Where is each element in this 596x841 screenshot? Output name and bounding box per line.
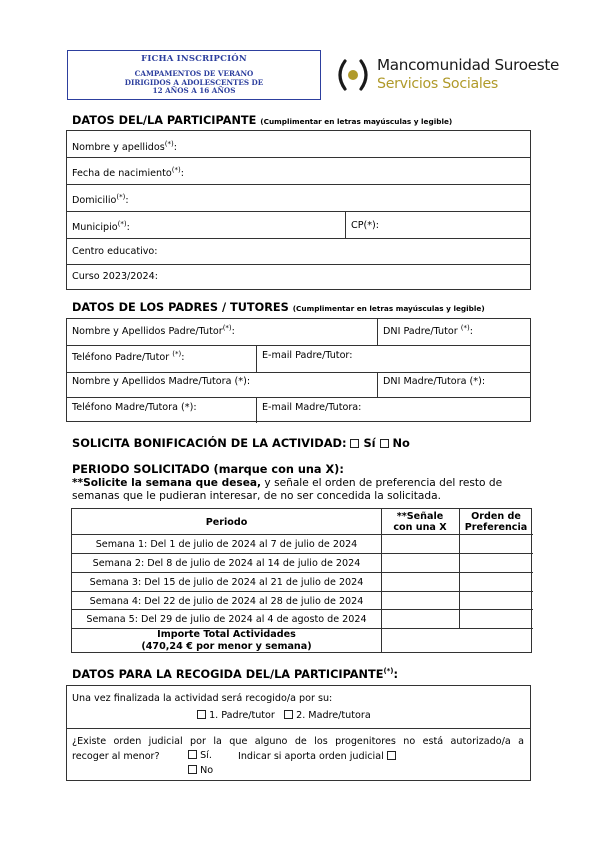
court-order-no-checkbox[interactable] [188, 765, 197, 774]
period-instructions: **Solicite la semana que desea, y señale el orden de preferencia del resto de semanas que le pudieran interesar, de no ser concedida la solicitada. [72, 477, 503, 502]
address-field[interactable]: Domicilio(*): [72, 193, 129, 207]
week-4-order-cell[interactable] [460, 592, 532, 609]
week-1-label: Semana 1: Del 1 de julio de 2024 al 7 de julio de 2024 [95, 539, 358, 550]
name-field[interactable]: Nombre y apellidos(*): [72, 140, 177, 154]
org-logo [333, 52, 560, 98]
period-column-header: Periodo [205, 517, 248, 528]
week-3-order-cell[interactable] [460, 573, 532, 591]
pickup-instruction: Una vez finalizada la actividad será recogido/a por su: [72, 693, 333, 704]
week-4-label: Semana 4: Del 22 de julio de 2024 al 28 de julio de 2024 [89, 596, 364, 607]
course-field[interactable]: Curso 2023/2024: [72, 271, 158, 282]
week-1-mark-cell[interactable] [382, 535, 458, 553]
week-3-mark-cell[interactable] [382, 573, 458, 591]
pickup-father-checkbox[interactable] [197, 710, 206, 719]
bonus-request: SOLICITA BONIFICACIÓN DE LA ACTIVIDAD: Sí No [72, 436, 410, 450]
mother-phone-field[interactable]: Teléfono Madre/Tutora (*): [72, 402, 197, 413]
week-2-order-cell[interactable] [460, 554, 532, 572]
bonus-yes-checkbox[interactable] [350, 439, 359, 448]
week-5-order-cell[interactable] [460, 610, 532, 628]
week-2-mark-cell[interactable] [382, 554, 458, 572]
court-order-question-2: recoger al menor? [72, 751, 160, 762]
father-phone-field[interactable]: Teléfono Padre/Tutor (*): [72, 350, 185, 364]
form-subtitle: CAMPAMENTOS DE VERANO DIRIGIDOS A ADOLESCENTES DE 12 AÑOS A 16 AÑOS [124, 69, 264, 95]
week-3-label: Semana 3: Del 15 de julio de 2024 al 21 de julio de 2024 [89, 577, 364, 588]
week-4-mark-cell[interactable] [382, 592, 458, 609]
period-table [71, 508, 532, 653]
parents-table [66, 318, 531, 422]
total-amount-cell[interactable] [382, 629, 532, 653]
school-field[interactable]: Centro educativo: [72, 246, 158, 257]
court-order-yes: Sí. [188, 750, 212, 761]
court-order-question: ¿Existe orden judicial por la que alguno de los progenitores no está autorizado/a a [72, 736, 524, 747]
total-amount-label: Importe Total Actividades (470,24 € por menor y semana) [141, 629, 312, 652]
birthdate-field[interactable]: Fecha de nacimiento(*): [72, 166, 184, 180]
form-title-box [67, 50, 321, 100]
form-title: FICHA INSCRIPCIÓN [141, 54, 247, 64]
parents-heading: DATOS DE LOS PADRES / TUTORES (Cumplimentar en letras mayúsculas y legible) [72, 301, 485, 314]
municipality-field[interactable]: Municipio(*): [72, 220, 130, 234]
week-1-order-cell[interactable] [460, 535, 532, 553]
mark-column-header: **Señale con una X [393, 511, 447, 533]
court-order-attach: Indicar si aporta orden judicial [238, 751, 396, 762]
pickup-table [66, 685, 531, 781]
pickup-heading: DATOS PARA LA RECOGIDA DEL/LA PARTICIPANTE(*): [72, 667, 399, 681]
father-name-field[interactable]: Nombre y Apellidos Padre/Tutor(*): [72, 324, 235, 338]
father-dni-field[interactable]: DNI Padre/Tutor (*): [383, 324, 473, 338]
org-department: Servicios Sociales [377, 76, 499, 92]
period-heading: PERIODO SOLICITADO (marque con una X): [72, 463, 344, 476]
participant-table [66, 130, 531, 290]
bonus-no-checkbox[interactable] [380, 439, 389, 448]
week-5-mark-cell[interactable] [382, 610, 458, 628]
mother-name-field[interactable]: Nombre y Apellidos Madre/Tutora (*): [72, 376, 251, 387]
postal-code-field[interactable]: CP(*): [351, 220, 379, 231]
mother-email-field[interactable]: E-mail Madre/Tutora: [262, 402, 362, 413]
pickup-mother-checkbox[interactable] [284, 710, 293, 719]
order-column-header: Orden de Preferencia [464, 511, 528, 533]
mother-dni-field[interactable]: DNI Madre/Tutora (*): [383, 376, 486, 387]
pickup-options: 1. Padre/tutor 2. Madre/tutora [197, 710, 371, 721]
week-2-label: Semana 2: Del 8 de julio de 2024 al 14 de julio de 2024 [92, 558, 361, 569]
court-order-yes-checkbox[interactable] [188, 750, 197, 759]
court-order-no: No [188, 765, 213, 776]
court-order-attach-checkbox[interactable] [387, 751, 396, 760]
father-email-field[interactable]: E-mail Padre/Tutor: [262, 350, 353, 361]
week-5-label: Semana 5: Del 29 de julio de 2024 al 4 de agosto de 2024 [86, 614, 367, 625]
participant-heading: DATOS DEL/LA PARTICIPANTE (Cumplimentar en letras mayúsculas y legible) [72, 114, 453, 127]
org-name: Mancomunidad Suroeste [377, 56, 560, 74]
org-logo-icon [333, 55, 373, 95]
